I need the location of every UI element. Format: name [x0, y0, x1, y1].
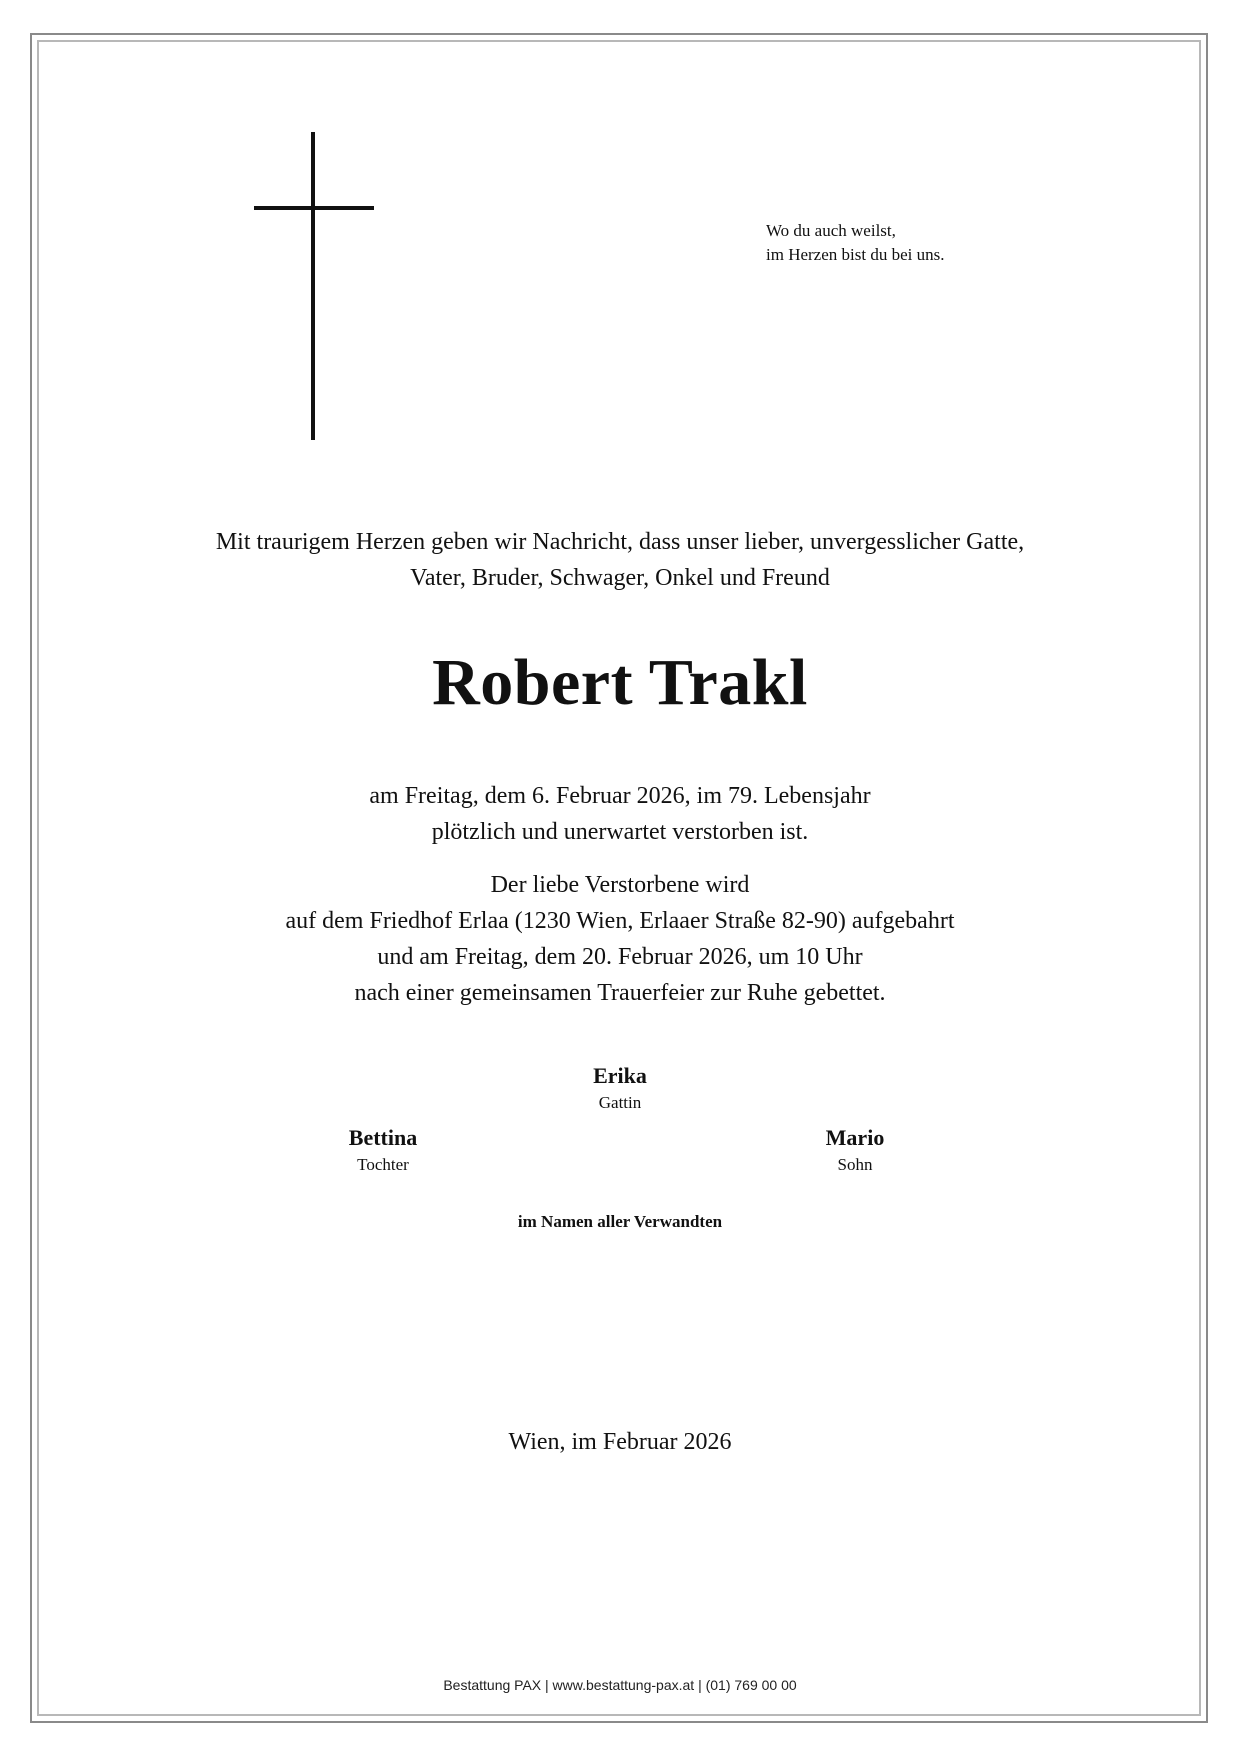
mourner-role: Gattin: [598, 1093, 642, 1112]
burial-notice-line-2: auf dem Friedhof Erlaa (1230 Wien, Erlaaer Straße 82-90) aufgebahrt: [285, 908, 955, 934]
cross-horizontal-bar: [254, 206, 374, 210]
motto-line-2: im Herzen bist du bei uns.: [766, 245, 945, 264]
intro-line-2: Vater, Bruder, Schwager, Onkel und Freund: [410, 565, 830, 591]
footer-funeral-home: Bestattung PAX | www.bestattung-pax.at | (01) 769 00 00: [443, 1677, 797, 1693]
intro-line-1: Mit traurigem Herzen geben wir Nachricht, dass unser lieber, unvergesslicher Gatte,: [215, 529, 1025, 555]
burial-notice-line-1: Der liebe Verstorbene wird: [490, 872, 750, 898]
mourner-name: Bettina: [348, 1125, 418, 1150]
intro-text: [0, 524, 1240, 596]
death-notice-line-1: am Freitag, dem 6. Februar 2026, im 79. Lebensjahr: [369, 783, 871, 809]
motto-line-1: Wo du auch weilst,: [766, 221, 896, 240]
burial-notice-line-4: nach einer gemeinsamen Trauerfeier zur Ruhe gebettet.: [354, 980, 886, 1006]
death-notice: [0, 778, 1240, 850]
relatives-note: im Namen aller Verwandten: [517, 1212, 723, 1231]
place-date: Wien, im Februar 2026: [508, 1429, 732, 1455]
mourner-role: Tochter: [357, 1155, 409, 1174]
cross-icon: [254, 132, 374, 440]
mourner-name: Erika: [593, 1063, 647, 1088]
burial-notice: [0, 867, 1240, 1011]
death-notice-line-2: plötzlich und unerwartet verstorben ist.: [431, 819, 809, 845]
motto-quote: [766, 219, 944, 267]
mourner-name: Mario: [825, 1125, 885, 1150]
mourner-bettina: [263, 1124, 503, 1178]
mourner-mario: [735, 1124, 975, 1178]
deceased-name: Robert Trakl: [432, 646, 808, 719]
cross-vertical-bar: [311, 132, 315, 440]
mourner-erika: [500, 1062, 740, 1116]
mourner-role: Sohn: [837, 1155, 873, 1174]
burial-notice-line-3: und am Freitag, dem 20. Februar 2026, um 10 Uhr: [377, 944, 863, 970]
